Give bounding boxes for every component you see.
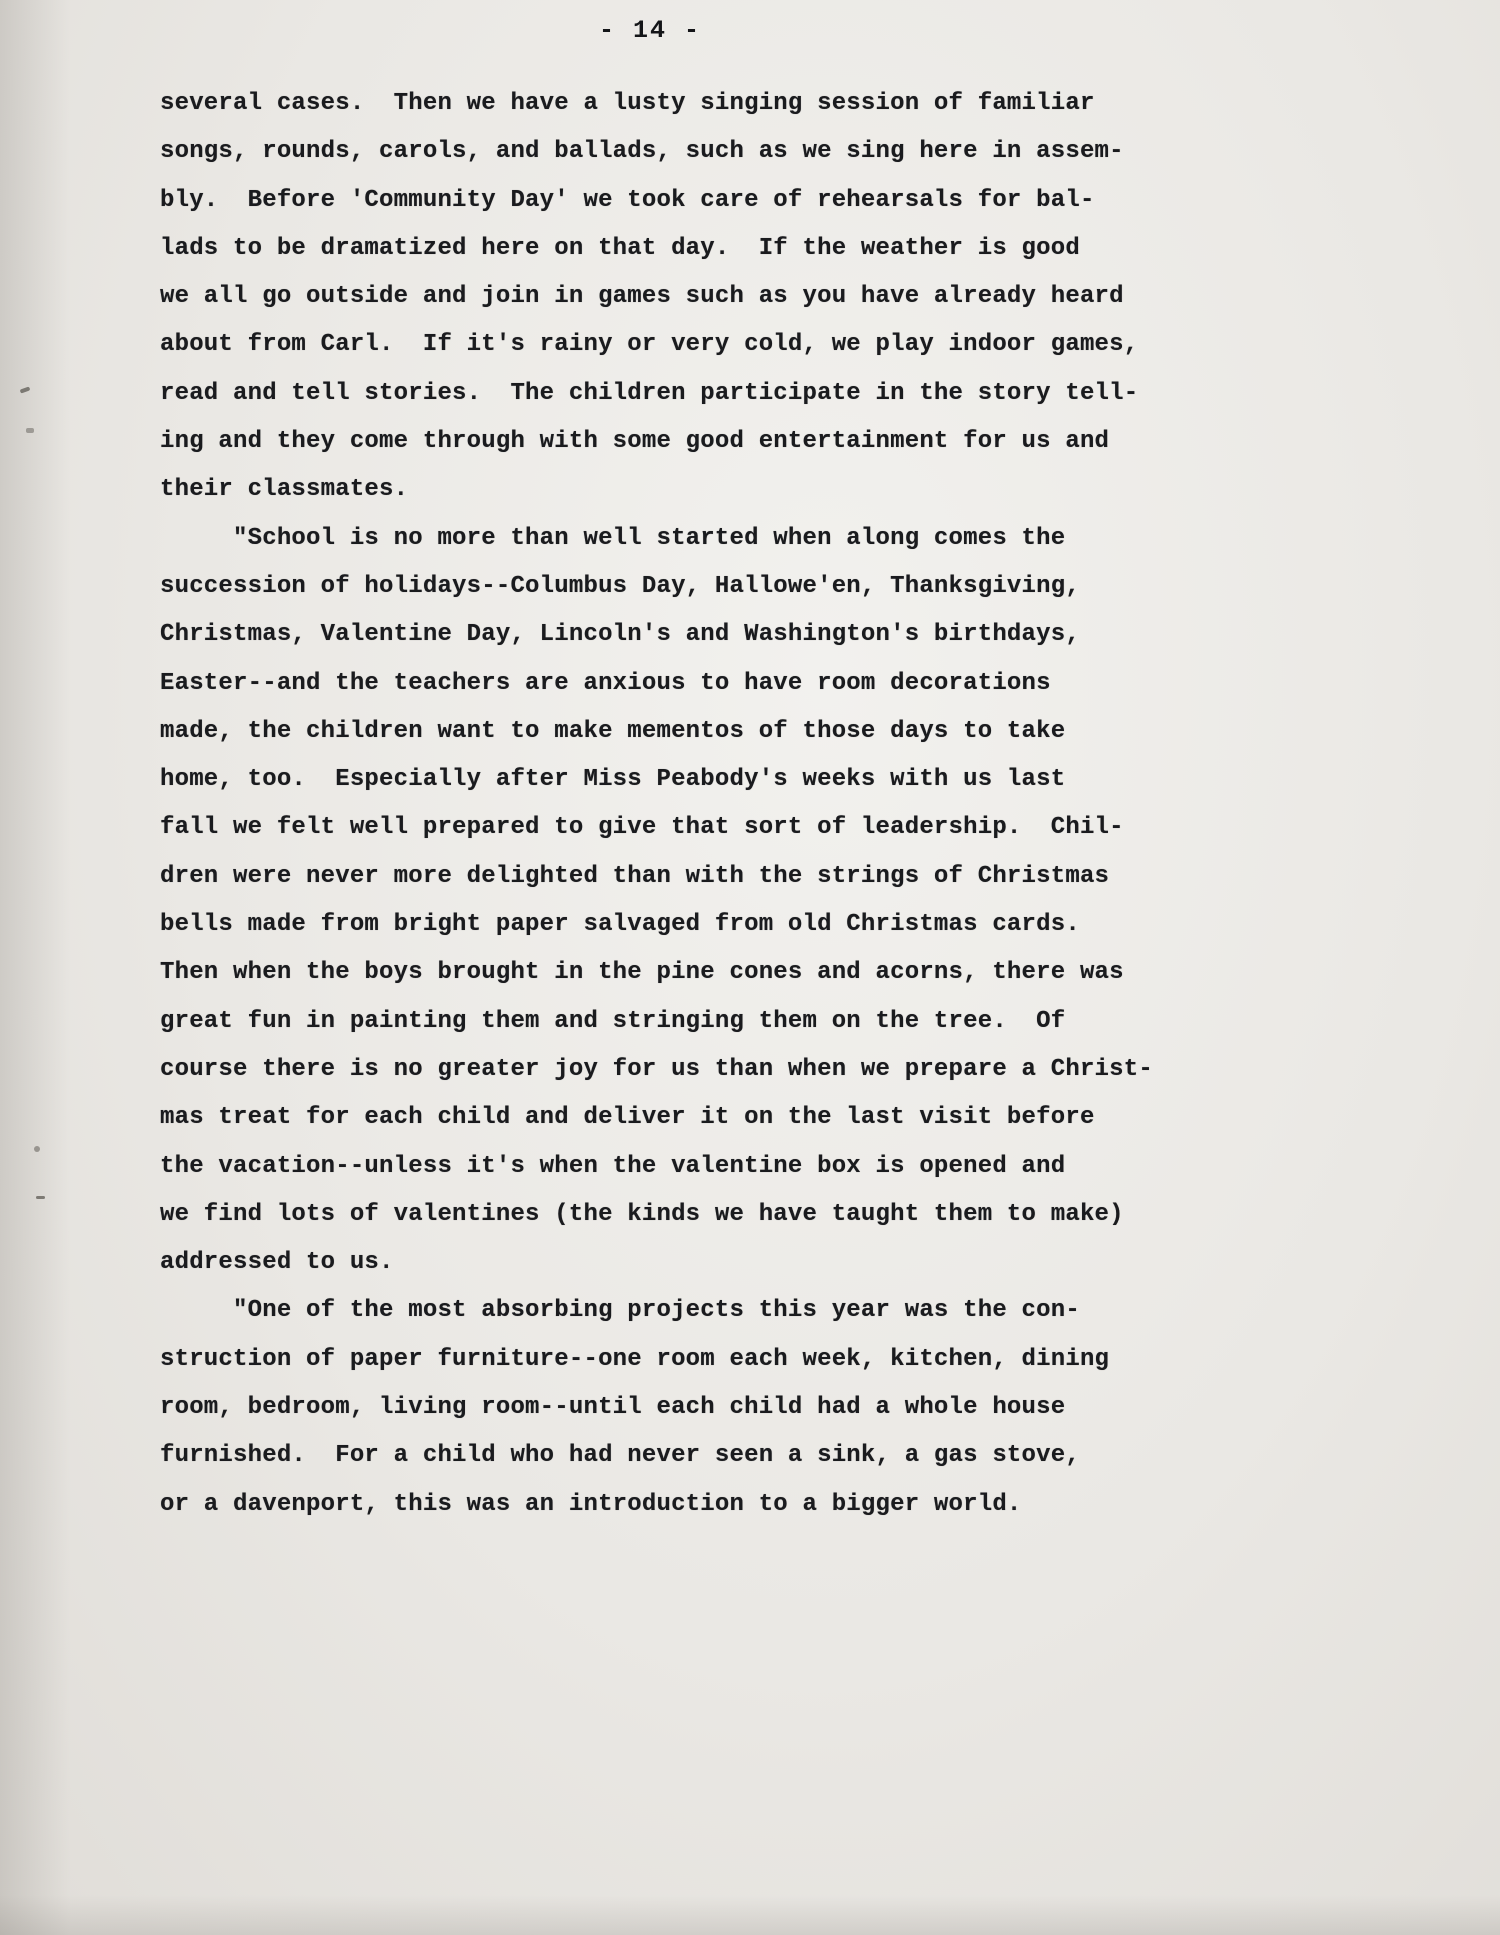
text-line: ing and they come through with some good entertainment for us and — [160, 428, 1110, 456]
text-line: read and tell stories. The children participate in the story tell- — [160, 379, 1139, 407]
text-line: mas treat for each child and deliver it on the last visit before — [160, 1104, 1095, 1132]
text-line: we find lots of valentines (the kinds we have taught them to make) — [160, 1200, 1124, 1228]
text-line: "One of the most absorbing projects this year was the con- — [160, 1297, 1080, 1325]
text-line: course there is no greater joy for us than when we prepare a Christ- — [160, 1055, 1153, 1083]
paragraph — [160, 80, 1400, 515]
text-line: struction of paper furniture--one room each week, kitchen, dining — [160, 1345, 1110, 1373]
text-line: furnished. For a child who had never seen a sink, a gas stove, — [160, 1442, 1080, 1470]
text-line: bells made from bright paper salvaged from old Christmas cards. — [160, 911, 1080, 939]
text-line: or a davenport, this was an introduction to a bigger world. — [160, 1490, 1022, 1518]
text-line: the vacation--unless it's when the valentine box is opened and — [160, 1152, 1066, 1180]
text-line: home, too. Especially after Miss Peabody's weeks with us last — [160, 766, 1066, 794]
text-line: Easter--and the teachers are anxious to have room decorations — [160, 669, 1051, 697]
scan-speck — [34, 1146, 40, 1152]
page-number: - 14 - — [598, 16, 701, 45]
scan-speck — [26, 428, 34, 433]
text-line: songs, rounds, carols, and ballads, such as we sing here in assem- — [160, 138, 1124, 166]
text-line: we all go outside and join in games such as you have already heard — [160, 283, 1124, 311]
text-line: Christmas, Valentine Day, Lincoln's and Washington's birthdays, — [160, 621, 1080, 649]
text-line: dren were never more delighted than with the strings of Christmas — [160, 862, 1110, 890]
text-line: great fun in painting them and stringing them on the tree. Of — [160, 1007, 1066, 1035]
typewritten-text — [160, 80, 1400, 1529]
scan-edge-shadow-bottom — [0, 1895, 1500, 1935]
scan-speck — [36, 1196, 45, 1199]
text-line: room, bedroom, living room--until each child had a whole house — [160, 1394, 1066, 1422]
text-line: "School is no more than well started when along comes the — [160, 524, 1066, 552]
text-line: addressed to us. — [160, 1249, 394, 1277]
text-line: their classmates. — [160, 476, 409, 504]
paragraph — [160, 515, 1400, 1288]
paragraph — [160, 1287, 1400, 1528]
text-line: about from Carl. If it's rainy or very cold, we play indoor games, — [160, 331, 1139, 359]
scan-edge-shadow-left — [0, 0, 70, 1935]
text-line: bly. Before 'Community Day' we took care of rehearsals for bal- — [160, 186, 1095, 214]
text-line: succession of holidays--Columbus Day, Hallowe'en, Thanksgiving, — [160, 572, 1080, 600]
text-line: lads to be dramatized here on that day. If the weather is good — [160, 234, 1080, 262]
text-line: several cases. Then we have a lusty singing session of familiar — [160, 90, 1095, 117]
text-line: fall we felt well prepared to give that sort of leadership. Chil- — [160, 814, 1124, 842]
text-line: made, the children want to make mementos of those days to take — [160, 717, 1066, 745]
text-line: Then when the boys brought in the pine cones and acorns, there was — [160, 959, 1124, 987]
scan-speck — [20, 386, 31, 393]
